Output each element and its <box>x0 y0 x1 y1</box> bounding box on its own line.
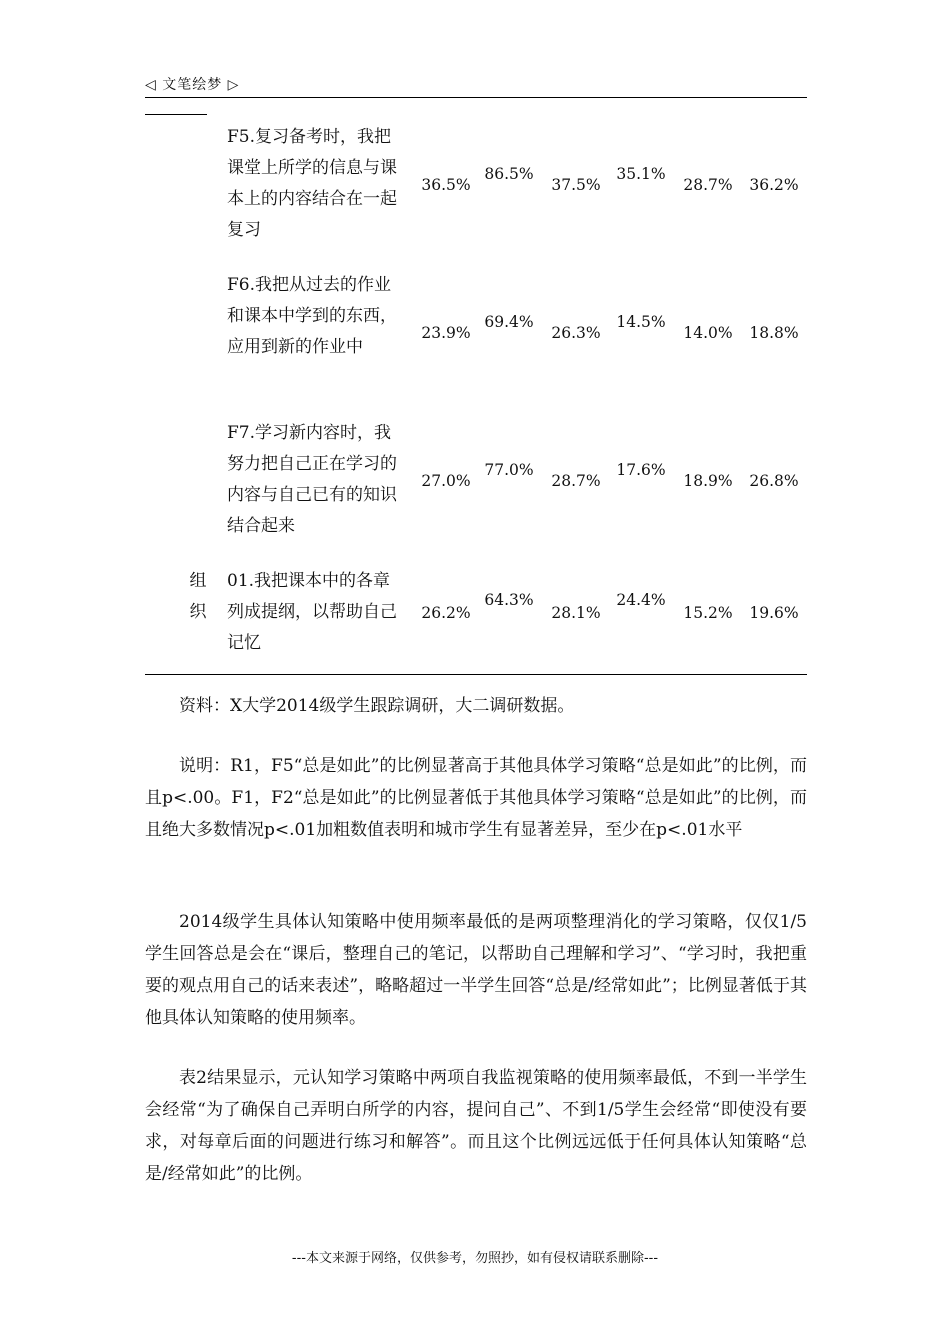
value-cell: 37.5% <box>551 176 601 194</box>
page-header <box>145 72 807 98</box>
item-text: F6.我把从过去的作业和课本中学到的东西，应用到新的作业中 <box>227 275 397 357</box>
value-cell: 26.2% <box>421 604 471 622</box>
table-bottom-rule <box>145 674 807 675</box>
source-note: 资料：X大学2014级学生跟踪调研，大二调研数据。 <box>179 696 575 716</box>
table-top-rule-fragment <box>145 114 207 115</box>
table-row <box>145 122 807 248</box>
value-cell: 28.7% <box>551 472 601 490</box>
brand-logo: ◁ 文笔绘梦 ▷ <box>145 77 240 93</box>
value-cell: 17.6% <box>616 461 666 479</box>
explanation-note: 说明：R1，F5“总是如此”的比例显著高于其他具体学习策略“总是如此”的比例，而且p<.00。F1，F2“总是如此”的比例显著低于其他具体学习策略“总是如此”的比例，而且绝大多数情况p<.01加粗数值表明和城市学生有显著差异，至少在p<.01水平 <box>145 756 807 840</box>
item-text: 01.我把课本中的各章列成提纲，以帮助自己记忆 <box>227 571 397 653</box>
value-cell: 24.4% <box>616 591 666 609</box>
value-cell: 18.9% <box>683 472 733 490</box>
table-row <box>145 270 807 396</box>
value-cell: 86.5% <box>484 165 534 183</box>
value-cell: 19.6% <box>749 604 799 622</box>
value-cell: 15.2% <box>683 604 733 622</box>
value-cell: 69.4% <box>484 313 534 331</box>
value-cell: 26.3% <box>551 324 601 342</box>
header-rule <box>145 97 807 98</box>
value-cell: 36.2% <box>749 176 799 194</box>
item-text: F5.复习备考时，我把课堂上所学的信息与课本上的内容结合在一起复习 <box>227 127 397 240</box>
value-cell: 28.7% <box>683 176 733 194</box>
value-cell: 23.9% <box>421 324 471 342</box>
value-cell: 35.1% <box>616 165 666 183</box>
value-cell: 77.0% <box>484 461 534 479</box>
value-cell: 36.5% <box>421 176 471 194</box>
category-label: 组织 <box>189 571 207 622</box>
value-cell: 14.5% <box>616 313 666 331</box>
page-footer: ---本文来源于网络，仅供参考，勿照抄，如有侵权请联系删除--- <box>291 1251 659 1266</box>
value-cell: 64.3% <box>484 591 534 609</box>
table-row <box>145 566 807 662</box>
body-paragraph: 2014级学生具体认知策略中使用频率最低的是两项整理消化的学习策略，仅仅1/5学生回答总是会在“课后，整理自己的笔记，以帮助自己理解和学习”、“学习时，我把重要的观点用自己的话来表述”，略略超过一半学生回答“总是/经常如此”；比例显著低于其他具体认知策略的使用频率。 <box>145 912 807 1028</box>
value-cell: 27.0% <box>421 472 471 490</box>
table-row <box>145 418 807 544</box>
item-text: F7.学习新内容时，我努力把自己正在学习的内容与自己已有的知识结合起来 <box>227 423 397 536</box>
value-cell: 18.8% <box>749 324 799 342</box>
value-cell: 14.0% <box>683 324 733 342</box>
value-cell: 28.1% <box>551 604 601 622</box>
body-paragraph: 表2结果显示，元认知学习策略中两项自我监视策略的使用频率最低，不到一半学生会经常“为了确保自己弄明白所学的内容，提问自己”、不到1/5学生会经常“即使没有要求，对每章后面的问题进行练习和解答”。而且这个比例远远低于任何具体认知策略“总是/经常如此”的比例。 <box>145 1068 807 1184</box>
value-cell: 26.8% <box>749 472 799 490</box>
